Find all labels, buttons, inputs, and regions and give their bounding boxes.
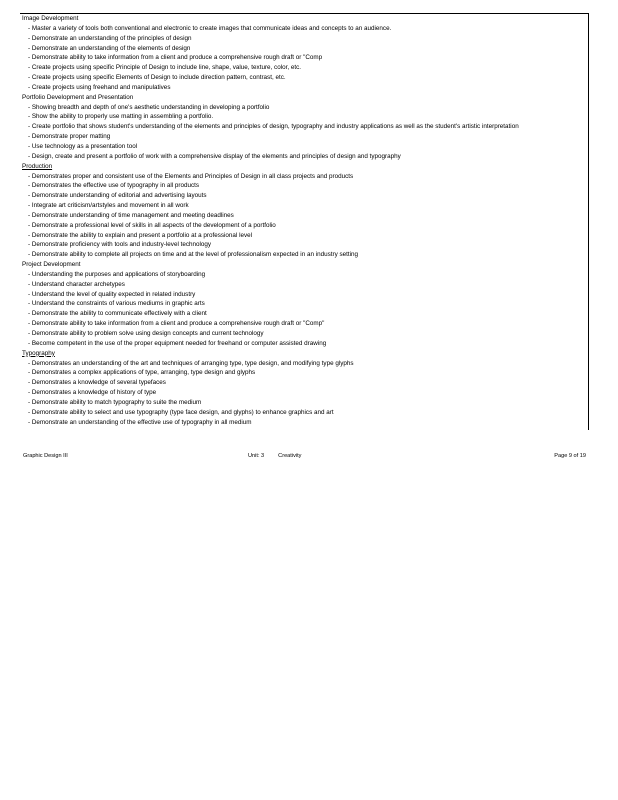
list-item: - Demonstrates a knowledge of several typefaces — [28, 379, 166, 387]
section-heading: Image Development — [22, 15, 79, 22]
list-item: - Demonstrates a knowledge of history of type — [28, 389, 157, 397]
list-item: - Become competent in the use of the proper equipment needed for freehand or computer assisted drawing — [28, 339, 327, 347]
footer-page-number: Page 9 of 19 — [554, 453, 586, 459]
list-item: - Demonstrate proficiency with tools and industry-level technology — [28, 241, 212, 249]
list-item: - Understand character archetypes — [28, 280, 125, 288]
list-item: - Understand the constraints of various mediums in graphic arts — [28, 300, 205, 308]
list-item: - Understanding the purposes and applications of storyboarding — [28, 270, 206, 278]
list-item: - Create projects using freehand and manipulatives — [28, 83, 171, 91]
list-item: - Demonstrate the ability to communicate effectively with a client — [28, 310, 207, 318]
list-item: - Showing breadth and depth of one's aesthetic understanding in developing a portfolio — [28, 103, 270, 111]
list-item: - Demonstrate understanding of time management and meeting deadlines — [28, 211, 234, 219]
list-item: - Understand the level of quality expected in related industry — [28, 290, 196, 298]
list-item: - Create portfolio that shows student's understanding of the elements and principles of design, typography and industry applications as well as the student's artistic interpretation — [28, 123, 519, 131]
list-item: - Demonstrate ability to match typography to suite the medium — [28, 398, 202, 406]
section — [22, 260, 588, 349]
section-heading: Typography — [22, 349, 55, 357]
list-item: - Integrate art criticism/artstyles and movement in all work — [28, 202, 189, 210]
list-item: - Demonstrate ability to take information from a client and produce a comprehensive rough draft or "Comp — [28, 54, 323, 62]
list-item: - Demonstrate the ability to explain and present a portfolio at a professional level — [28, 231, 253, 239]
list-item: - Demonstrate an understanding of the elements of design — [28, 44, 191, 52]
list-item: - Demonstrates proper and consistent use of the Elements and Principles of Design in all class projects and products — [28, 172, 354, 180]
list-item: - Demonstrates the effective use of typography in all products — [28, 182, 200, 190]
list-item: - Create projects using specific Principle of Design to include line, shape, value, texture, color, etc. — [28, 64, 302, 72]
list-item: - Demonstrate understanding of editorial and advertising layouts — [28, 192, 207, 200]
footer-unit — [248, 453, 301, 460]
list-item: - Demonstrate ability to complete all projects on time and at the level of professionalism expected in an industry setting — [28, 251, 359, 259]
section-heading: Portfolio Development and Presentation — [22, 93, 134, 101]
list-item: - Create projects using specific Elements of Design to include direction pattern, contrast, etc. — [28, 74, 286, 82]
list-item: - Show the ability to properly use matting in assembling a portfolio. — [28, 113, 214, 121]
section — [22, 162, 588, 260]
list-item: - Demonstrate ability to select and use typography (type face design, and glyphs) to enhance graphics and art — [28, 408, 334, 416]
section — [22, 349, 588, 428]
section — [22, 14, 588, 93]
list-item: - Demonstrate ability to take information from a client and produce a comprehensive rough draft or "Comp" — [28, 320, 325, 328]
list-item: - Demonstrate an understanding of the effective use of typography in all medium — [28, 418, 252, 426]
list-item: - Use technology as a presentation tool — [28, 142, 138, 150]
section-heading: Production — [22, 162, 53, 170]
list-item: - Demonstrates an understanding of the art and techniques of arranging type, type design, and modifying type glyphs — [28, 359, 354, 367]
footer-course: Graphic Design III — [23, 453, 68, 459]
list-item: - Demonstrate ability to problem solve using design concepts and current technology — [28, 330, 264, 337]
list-item: - Demonstrate a professional level of skills in all aspects of the development of a portfolio — [28, 221, 276, 229]
list-item: - Design, create and present a portfolio of work with a comprehensive display of the elements and principles of design and typography — [28, 152, 401, 160]
list-item: - Demonstrate an understanding of the principles of design — [28, 34, 192, 42]
footer-unit-name: Creativity — [278, 453, 302, 459]
list-item: - Master a variety of tools both conventional and electronic to create images that communicate ideas and concepts to an audience. — [28, 24, 392, 32]
document-body — [22, 14, 588, 427]
section — [22, 93, 588, 162]
footer-unit-number: Unit: 3 — [248, 453, 265, 459]
list-item: - Demonstrate proper matting — [28, 133, 111, 141]
section-heading: Project Development — [22, 261, 81, 269]
list-item: - Demonstrates a complex applications of type, arranging, type design and glyphs — [28, 369, 256, 377]
